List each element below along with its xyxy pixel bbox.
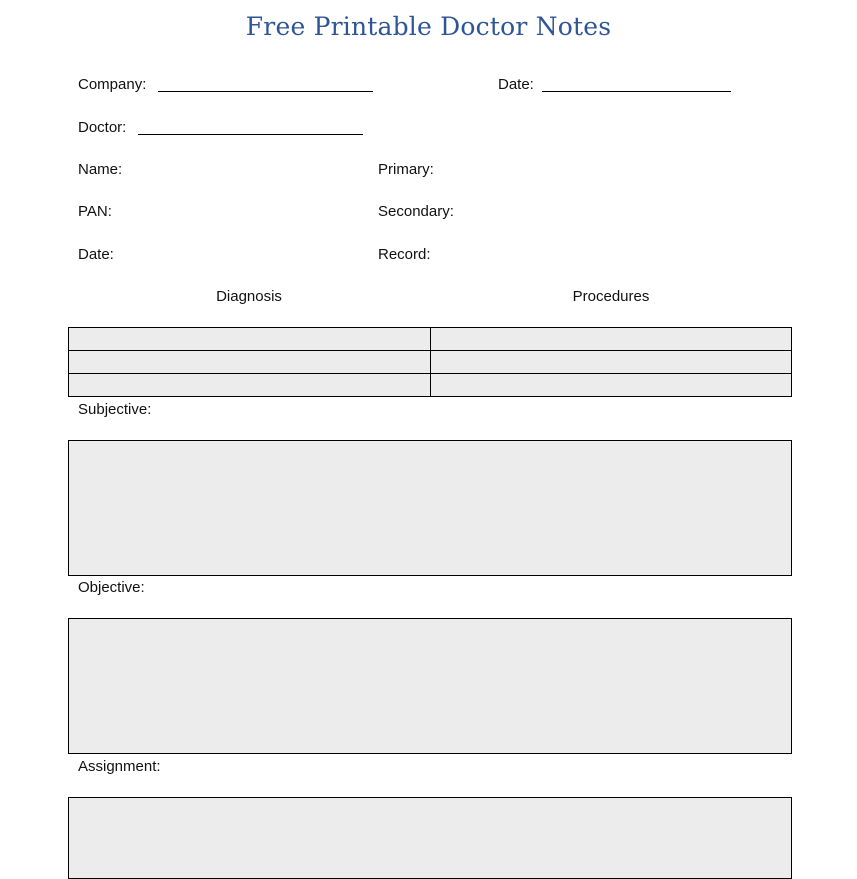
subjective-box[interactable] [68, 440, 792, 576]
objective-box[interactable] [68, 618, 792, 754]
page-title: Free Printable Doctor Notes [245, 12, 612, 41]
procedures-cell[interactable] [430, 351, 792, 374]
doctor-label: Doctor: [78, 119, 127, 136]
diagnosis-cell[interactable] [69, 351, 431, 374]
secondary-label: Secondary: [378, 203, 454, 220]
patient-date-label: Date: [78, 246, 114, 263]
company-label: Company: [78, 76, 147, 93]
table-row [69, 328, 792, 351]
codes-table [68, 327, 792, 397]
assignment-label: Assignment: [78, 758, 161, 775]
diagnosis-cell[interactable] [69, 374, 431, 397]
table-row [69, 374, 792, 397]
objective-label: Objective: [78, 579, 145, 596]
pan-label: PAN: [78, 203, 112, 220]
diagnosis-header: Diagnosis [216, 288, 282, 305]
patient-name-label: Name: [78, 161, 123, 178]
record-label: Record: [378, 246, 431, 263]
diagnosis-cell[interactable] [69, 328, 431, 351]
primary-label: Primary: [378, 161, 434, 178]
procedures-header: Procedures [572, 288, 650, 305]
procedures-cell[interactable] [430, 374, 792, 397]
header-date-field[interactable] [542, 91, 731, 92]
company-field[interactable] [158, 91, 373, 92]
table-row [69, 351, 792, 374]
subjective-label: Subjective: [78, 401, 152, 418]
procedures-cell[interactable] [430, 328, 792, 351]
doctor-field[interactable] [138, 134, 363, 135]
header-date-label: Date: [498, 76, 534, 93]
